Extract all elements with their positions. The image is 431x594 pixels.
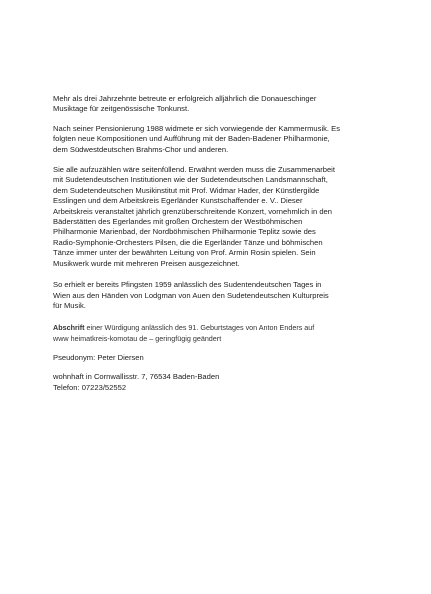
source-note-url: www heimatkreis-komotau de – geringfügig geändert [53,333,222,343]
text-line: Musiktage für zeitgenössische Tonkunst. [53,104,190,114]
paragraph-pensionierung [53,124,398,155]
address-line: wohnhaft in Cornwallisstr. 7, 76534 Baden-Baden [53,372,220,382]
paragraph-donaueschingen [53,94,398,115]
text-line: So erhielt er bereits Pfingsten 1959 anlässlich des Sudentendeutschen Tages in [53,280,322,290]
pseudonym: Pseudonym: Peter Diersen [53,352,144,362]
phone-line: Telefon: 07223/52552 [53,382,127,392]
document-body [53,94,398,393]
text-line: Wien aus den Händen von Lodgman von Auen den Sudetendeutschen Kulturpreis [53,290,329,300]
text-line: mit Sudetendeutschen Institutionen wie der Sudetendeutschen Landsmannschaft, [53,175,328,185]
text-line: Sie alle aufzuzählen wäre seitenfüllend. Erwähnt werden muss die Zusammenarbeit [53,165,335,175]
text-line: Esslingen und dem Arbeitskreis Egerländer Kunstschaffender e. V.. Dieser [53,196,303,206]
text-line: für Musik. [53,300,86,310]
paragraph-zusammenarbeit [53,165,398,269]
text-line: Philharmonie Marienbad, der Nordböhmischen Philharmonie Teplitz sowie des [53,227,316,237]
text-line [53,323,398,333]
address-block [53,372,398,393]
text-line: Mehr als drei Jahrzehnte betreute er erfolgreich alljährlich die Donaueschinger [53,94,317,103]
text-line: Musikwerk wurde mit mehreren Preisen ausgezeichnet. [53,258,240,268]
source-note-label: Abschrift [53,323,85,333]
text-line: Nach seiner Pensionierung 1988 widmete er sich vorwiegende der Kammermusik. Es [53,123,341,133]
text-line: folgten neue Kompositionen und Aufführung mit der Baden-Badener Philharmonie, [53,134,330,144]
source-note [53,323,398,343]
text-line: dem Sudetendeutschen Musikinstitut mit Prof. Widmar Hader, der Künstlergilde [53,185,320,195]
paragraph-kulturpreis [53,280,398,311]
text-line: Radio-Symphonie-Orchesters Pilsen, die die Egerländer Tänze und böhmischen [53,237,323,247]
text-line: Bäderstätten des Egerlandes mit großen Orchestern der Westböhmischen [53,217,303,227]
text-line: Arbeitskreis veranstaltet jährlich grenzüberschreitende Konzert, vornehmlich in den [53,206,332,216]
text-line: dem Südwestdeutschen Brahms-Chor und anderen. [53,144,229,154]
source-note-text: einer Würdigung anlässlich des 91. Geburtstages von Anton Enders auf [84,323,315,333]
text-line: Tänze immer unter der bewährten Leitung von Prof. Armin Rosin spielen. Sein [53,248,316,258]
